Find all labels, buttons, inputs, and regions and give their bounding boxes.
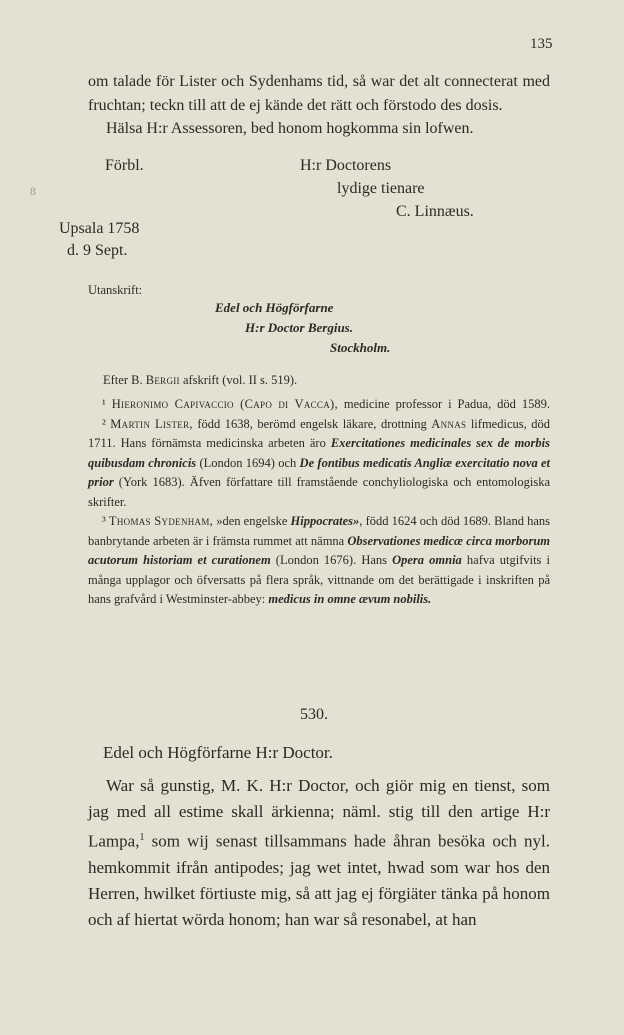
footnote-2-title-1: Exercitationes medicinales sex de morbis quibusdam chronicis: [88, 436, 550, 470]
footnote-1-name: Hieronimo Capivaccio (Capo di Vacca),: [111, 397, 338, 411]
date-line: d. 9 Sept.: [67, 242, 128, 259]
place-line: Upsala 1758: [59, 220, 140, 237]
forbl-text: Förbl.: [105, 157, 144, 174]
closing-line-1: H:r Doctorens: [300, 157, 392, 174]
address-line-1: Edel och Högförfarne: [215, 300, 334, 315]
footnote-3-motto: medicus in omne ævum nobilis.: [268, 592, 432, 606]
footnote-3-title-1: Observationes medicæ circa morborum acutorum historiam et curationem: [88, 533, 551, 567]
letter-530-paragraph: War så gunstig, M. K. H:r Doctor, och giör mig en tienst, som jag med all estime skall ärkienna; näml. stig till den artige H:r Lampa,$^1$ som wij senast tillsammans hade åhran besöka och nyl. hemkommit ifrån antipodes; jag wet intet, hwad som war hos den Herren, hwilket förtiuste mig, så att jag ej förgiäter tänka på honom och af hiertat wörda honom; han war så resonabel, at han: [88, 776, 550, 929]
letter-end-body: [88, 70, 550, 141]
footnote-2-name: Martin Lister,: [110, 416, 193, 431]
letter-number: 530.: [300, 706, 328, 723]
source-rest: afskrift (vol. II s. 519).: [179, 373, 298, 387]
address-line-3: Stockholm.: [330, 340, 391, 355]
letter-paragraph-1: om talade för Lister och Sydenhams tid, så war det alt connecterat med fruchtan; teckn till att de ej kände det rätt och förstodo des dosis.: [88, 73, 550, 114]
source-note: [103, 373, 297, 388]
letter-530-body: [88, 773, 550, 933]
source-name: Bergii: [145, 373, 180, 387]
footnote-1: ¹ Hieronimo Capivaccio (Capo di Vacca), medicine professor i Padua, död 1589.: [102, 397, 550, 411]
page-number: 135: [530, 36, 553, 52]
source-prefix: Efter B.: [103, 373, 146, 387]
address-label: Utanskrift:: [88, 283, 143, 297]
footnote-ref: 1: [139, 832, 145, 843]
footnote-3-title-2: Opera omnia: [392, 553, 462, 567]
footnote-2: ² Martin Lister, född 1638, berömd engelsk läkare, drottning Annas lifmedicus, död 1711. Hans förnämsta medicinska arbeten äro Exercitationes medicinales sex de morbis quibusdam chronicis (London 1694) och De fontibus medicatis Angliæ exercitatio nova et prior (York 1683). Äfven författare till framstående conchyliologiska och entomologiska skrifter.: [88, 416, 550, 509]
footnote-3-name: Thomas Sydenham,: [108, 514, 214, 528]
letter-paragraph-2: Hälsa H:r Assessoren, bed honom hogkomma sin lofwen.: [106, 120, 474, 137]
address-line-2: H:r Doctor Bergius.: [245, 320, 353, 335]
footnote-2-title-2: De fontibus medicatis Angliæ exercitatio nova et prior: [88, 455, 550, 489]
signature: C. Linnæus.: [396, 203, 474, 220]
letter-salutation: Edel och Högförfarne H:r Doctor.: [103, 743, 333, 762]
margin-mark: 8: [30, 184, 36, 198]
closing-line-2: lydige tienare: [337, 180, 425, 197]
footnote-3: ³ Thomas Sydenham, »den engelske Hippocrates», född 1624 och död 1689. Bland hans banbrytande arbeten är i främsta rummet att nämna Observationes medicæ circa morborum acutorum historiam et curationem (London 1676). Hans Opera omnia hafva utgifvits i många upplagor och öfversatts på flera språk, vittnande om det berättigade i inskriften på hans grafvård i Westminster-abbey: medicus in omne ævum nobilis.: [88, 514, 551, 606]
footnotes: [88, 395, 550, 610]
